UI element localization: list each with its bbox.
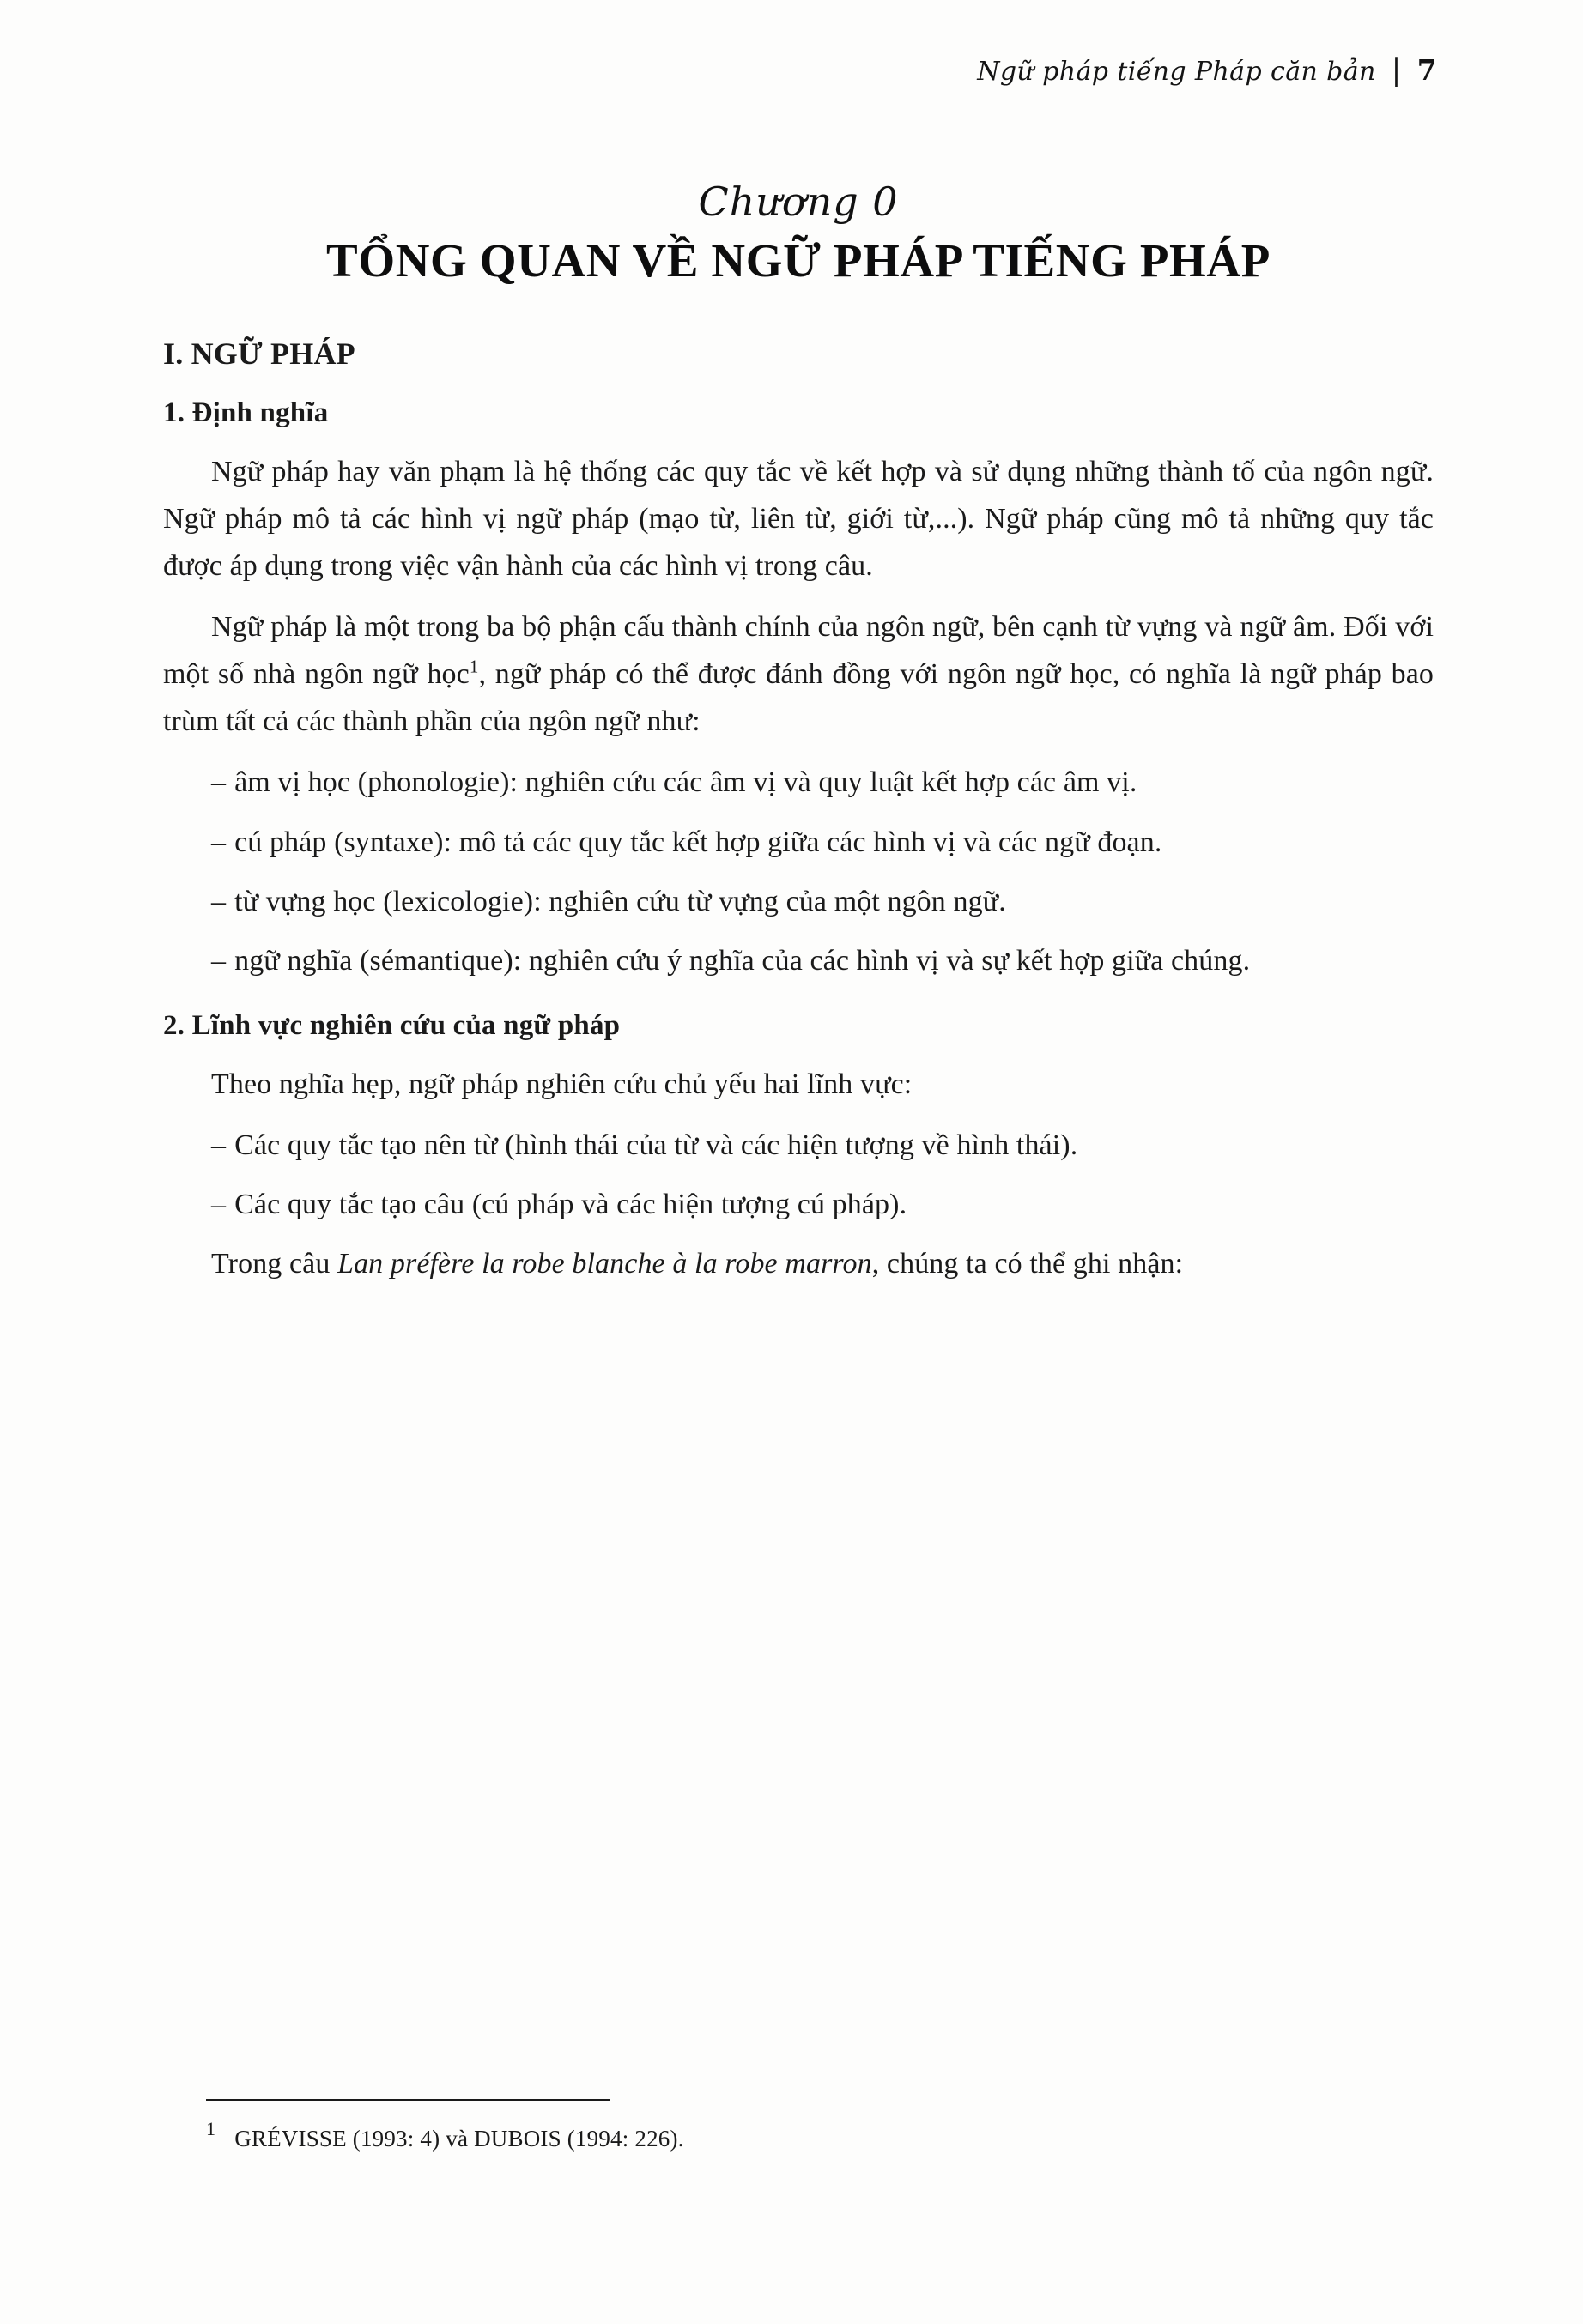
- footnote-divider: [206, 2099, 610, 2101]
- heading-subsection-1: 1. Định nghĩa: [163, 397, 329, 428]
- list-item-text: từ vựng học (lexicologie): nghiên cứu từ vựng của một ngôn ngữ.: [234, 885, 1006, 917]
- paragraph-components: [163, 603, 1434, 745]
- list-item-text: Các quy tắc tạo câu (cú pháp và các hiện tượng cú pháp).: [234, 1188, 907, 1220]
- running-head-title: Ngữ pháp tiếng Pháp căn bản: [977, 57, 1376, 87]
- paragraph-example-part2: , chúng ta có thể ghi nhận:: [871, 1248, 1184, 1280]
- list-item-text: ngữ nghĩa (sémantique): nghiên cứu ý nghĩa của các hình vị và sự kết hợp giữa chúng.: [234, 944, 1251, 977]
- paragraph-components-part1: Ngữ pháp là một trong ba bộ phận cấu thành chính của ngôn ngữ, bên cạnh từ vựng và ngữ âm. Đối với một số nhà ngôn ngữ học: [163, 611, 1434, 691]
- example-sentence-french: Lan préfère la robe blanche à la robe marron: [337, 1248, 872, 1280]
- paragraph-example-part1: Trong câu: [211, 1248, 338, 1280]
- paragraph-example: [163, 1240, 1434, 1287]
- footnote-reference: 1: [469, 656, 479, 677]
- list-item: [163, 1122, 1434, 1169]
- page-number: 7: [1416, 53, 1437, 87]
- dash-bullet-icon: –: [211, 885, 227, 917]
- running-head-separator: |: [1391, 53, 1402, 88]
- dash-bullet-icon: –: [211, 1129, 227, 1161]
- list-item: [163, 937, 1434, 984]
- footnote-area: [206, 2099, 1322, 2156]
- paragraph-scope: Theo nghĩa hẹp, ngữ pháp nghiên cứu chủ yếu hai lĩnh vực:: [211, 1068, 913, 1100]
- running-head: [977, 53, 1437, 88]
- dash-bullet-icon: –: [211, 1188, 227, 1220]
- list-item-text: cú pháp (syntaxe): mô tả các quy tắc kết hợp giữa các hình vị và các ngữ đoạn.: [234, 826, 1162, 858]
- list-item-text: âm vị học (phonologie): nghiên cứu các âm vị và quy luật kết hợp các âm vị.: [234, 766, 1137, 799]
- list-item: [163, 819, 1434, 866]
- chapter-title: TỔNG QUAN VỀ NGỮ PHÁP TIẾNG PHÁP: [326, 234, 1271, 287]
- heading-section-i: I. NGỮ PHÁP: [163, 336, 355, 371]
- footnote-marker: 1: [206, 2118, 216, 2140]
- chapter-label: Chương 0: [698, 179, 899, 225]
- dash-bullet-icon: –: [211, 826, 227, 858]
- footnote-text: GRÉVISSE (1993: 4) và DUBOIS (1994: 226).: [234, 2126, 684, 2152]
- dash-bullet-icon: –: [211, 944, 227, 977]
- page-content: [163, 154, 1434, 1301]
- paragraph-definition: Ngữ pháp hay văn phạm là hệ thống các quy tắc về kết hợp và sử dụng những thành tố của ngôn ngữ. Ngữ pháp mô tả các hình vị ngữ pháp (mạo từ, liên từ, giới từ,...). Ngữ pháp cũng mô tả những quy tắc được áp dụng trong việc vận hành của các hình vị trong câu.: [163, 456, 1434, 583]
- list-item: [163, 759, 1434, 806]
- list-item: [163, 878, 1434, 925]
- dash-bullet-icon: –: [211, 766, 227, 799]
- heading-subsection-2: 2. Lĩnh vực nghiên cứu của ngữ pháp: [163, 1009, 621, 1041]
- paragraph-components-part2: , ngữ pháp có thể được đánh đồng với ngôn ngữ học, có nghĩa là ngữ pháp bao trùm tất cả các thành phần của ngôn ngữ như:: [163, 658, 1434, 738]
- list-item-text: Các quy tắc tạo nên từ (hình thái của từ và các hiện tượng về hình thái).: [234, 1129, 1078, 1161]
- footnote: [206, 2118, 1322, 2156]
- list-item: [163, 1181, 1434, 1228]
